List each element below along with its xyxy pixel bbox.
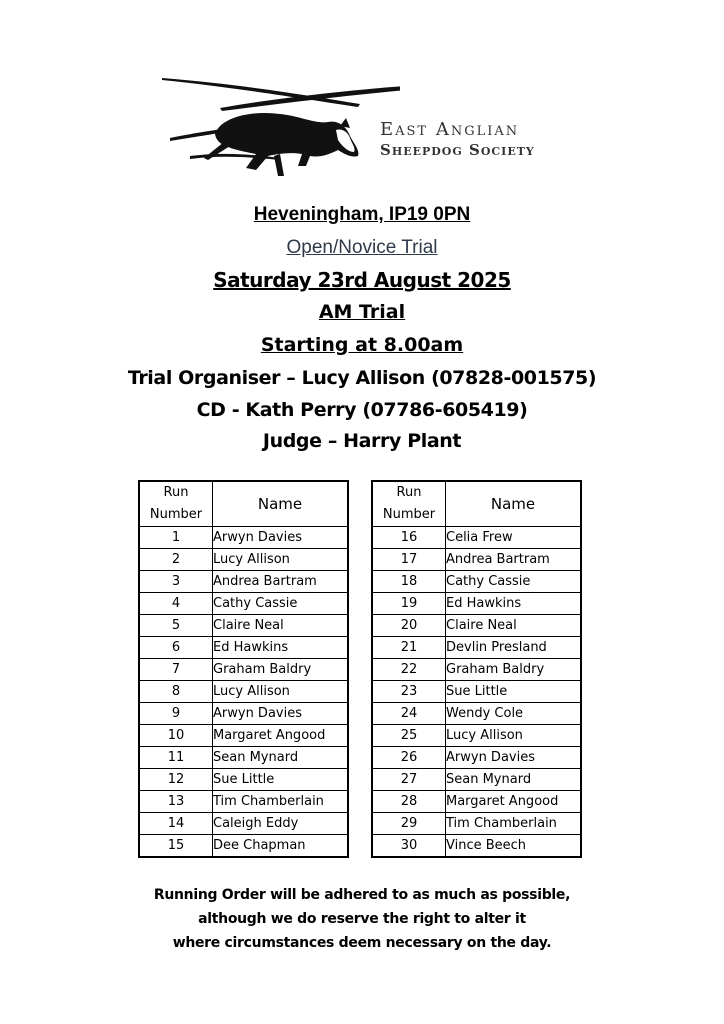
sheepdog-icon <box>160 74 400 184</box>
handler-name-cell: Cathy Cassie <box>446 571 582 593</box>
run-number-cell: 3 <box>139 571 213 593</box>
handler-name-cell: Arwyn Davies <box>446 747 582 769</box>
handler-name-cell: Sue Little <box>213 769 349 791</box>
handler-name-cell: Graham Baldry <box>446 659 582 681</box>
run-number-cell: 18 <box>372 571 446 593</box>
run-number-cell: 4 <box>139 593 213 615</box>
table-row <box>139 527 348 549</box>
handler-name-cell: Dee Chapman <box>213 835 349 858</box>
run-number-header-line1: Run <box>396 485 422 500</box>
run-number-cell: 2 <box>139 549 213 571</box>
table-row <box>139 791 348 813</box>
run-number-cell: 28 <box>372 791 446 813</box>
table-row <box>372 549 581 571</box>
table-row <box>139 549 348 571</box>
handler-name-cell: Graham Baldry <box>213 659 349 681</box>
footer-note-line3: where circumstances deem necessary on the day. <box>172 935 552 951</box>
handler-name-cell: Wendy Cole <box>446 703 582 725</box>
table-row <box>372 835 581 858</box>
trial-date-heading: Saturday 23rd August 2025 <box>213 268 511 292</box>
handler-name-cell: Cathy Cassie <box>213 593 349 615</box>
table-row <box>139 769 348 791</box>
run-number-cell: 10 <box>139 725 213 747</box>
run-number-cell: 19 <box>372 593 446 615</box>
running-order-table-right <box>371 480 582 858</box>
run-number-cell: 17 <box>372 549 446 571</box>
handler-name-cell: Caleigh Eddy <box>213 813 349 835</box>
session-heading: AM Trial <box>318 301 406 323</box>
run-number-cell: 27 <box>372 769 446 791</box>
run-number-cell: 1 <box>139 527 213 549</box>
handler-name-cell: Ed Hawkins <box>213 637 349 659</box>
run-number-cell: 26 <box>372 747 446 769</box>
table-row <box>372 747 581 769</box>
run-number-cell: 21 <box>372 637 446 659</box>
handler-name-cell: Margaret Angood <box>213 725 349 747</box>
table-row <box>372 571 581 593</box>
footer-note-line1: Running Order will be adhered to as much as possible, <box>153 887 571 903</box>
handler-name-cell: Tim Chamberlain <box>446 813 582 835</box>
name-header: Name <box>446 481 582 527</box>
table-row <box>372 791 581 813</box>
table-row <box>372 681 581 703</box>
running-order-table-left <box>138 480 349 858</box>
run-number-cell: 16 <box>372 527 446 549</box>
cd-info: CD - Kath Perry (07786-605419) <box>196 399 528 421</box>
start-time-heading: Starting at 8.00am <box>260 334 464 356</box>
trial-type-heading: Open/Novice Trial <box>286 237 438 258</box>
table-row <box>372 593 581 615</box>
run-number-cell: 11 <box>139 747 213 769</box>
handler-name-cell: Sean Mynard <box>446 769 582 791</box>
run-number-cell: 9 <box>139 703 213 725</box>
handler-name-cell: Lucy Allison <box>213 681 349 703</box>
handler-name-cell: Ed Hawkins <box>446 593 582 615</box>
run-number-cell: 29 <box>372 813 446 835</box>
table-row <box>139 571 348 593</box>
handler-name-cell: Andrea Bartram <box>213 571 349 593</box>
table-row <box>139 725 348 747</box>
handler-name-cell: Devlin Presland <box>446 637 582 659</box>
handler-name-cell: Lucy Allison <box>446 725 582 747</box>
run-number-cell: 25 <box>372 725 446 747</box>
run-number-header-line2: Number <box>382 507 436 522</box>
run-number-header <box>372 481 446 527</box>
table-row <box>139 615 348 637</box>
handler-name-cell: Claire Neal <box>446 615 582 637</box>
table-row <box>139 835 348 858</box>
run-number-cell: 5 <box>139 615 213 637</box>
table-row <box>372 813 581 835</box>
run-number-cell: 14 <box>139 813 213 835</box>
judge-info: Judge – Harry Plant <box>262 430 462 452</box>
table-row <box>372 769 581 791</box>
handler-name-cell: Celia Frew <box>446 527 582 549</box>
table-header-row <box>139 481 348 527</box>
table-row <box>372 615 581 637</box>
table-row <box>139 593 348 615</box>
run-number-cell: 12 <box>139 769 213 791</box>
run-number-header-line2: Number <box>149 507 203 522</box>
handler-name-cell: Vince Beech <box>446 835 582 858</box>
run-number-cell: 8 <box>139 681 213 703</box>
handler-name-cell: Margaret Angood <box>446 791 582 813</box>
table-row <box>372 703 581 725</box>
handler-name-cell: Arwyn Davies <box>213 527 349 549</box>
table-row <box>139 681 348 703</box>
table-header-row <box>372 481 581 527</box>
handler-name-cell: Arwyn Davies <box>213 703 349 725</box>
handler-name-cell: Tim Chamberlain <box>213 791 349 813</box>
table-row <box>139 659 348 681</box>
run-number-cell: 6 <box>139 637 213 659</box>
table-row <box>372 527 581 549</box>
society-name-line1: East Anglian <box>380 119 520 140</box>
handler-name-cell: Sean Mynard <box>213 747 349 769</box>
handler-name-cell: Sue Little <box>446 681 582 703</box>
organiser-info: Trial Organiser – Lucy Allison (07828-001575) <box>127 367 597 389</box>
run-number-cell: 13 <box>139 791 213 813</box>
name-header: Name <box>213 481 349 527</box>
run-number-cell: 24 <box>372 703 446 725</box>
table-row <box>372 725 581 747</box>
run-number-header-line1: Run <box>163 485 189 500</box>
handler-name-cell: Claire Neal <box>213 615 349 637</box>
run-number-cell: 7 <box>139 659 213 681</box>
run-number-cell: 15 <box>139 835 213 858</box>
run-number-cell: 20 <box>372 615 446 637</box>
society-logo <box>160 74 560 184</box>
handler-name-cell: Andrea Bartram <box>446 549 582 571</box>
table-row <box>139 813 348 835</box>
table-row <box>139 637 348 659</box>
society-name-line2: Sheepdog Society <box>380 141 535 159</box>
handler-name-cell: Lucy Allison <box>213 549 349 571</box>
run-number-cell: 22 <box>372 659 446 681</box>
table-row <box>372 659 581 681</box>
run-number-cell: 30 <box>372 835 446 858</box>
run-number-cell: 23 <box>372 681 446 703</box>
table-row <box>139 703 348 725</box>
table-row <box>372 637 581 659</box>
run-number-header <box>139 481 213 527</box>
venue-heading: Heveningham, IP19 0PN <box>253 204 471 225</box>
table-row <box>139 747 348 769</box>
footer-note-line2: although we do reserve the right to alter it <box>198 911 526 927</box>
